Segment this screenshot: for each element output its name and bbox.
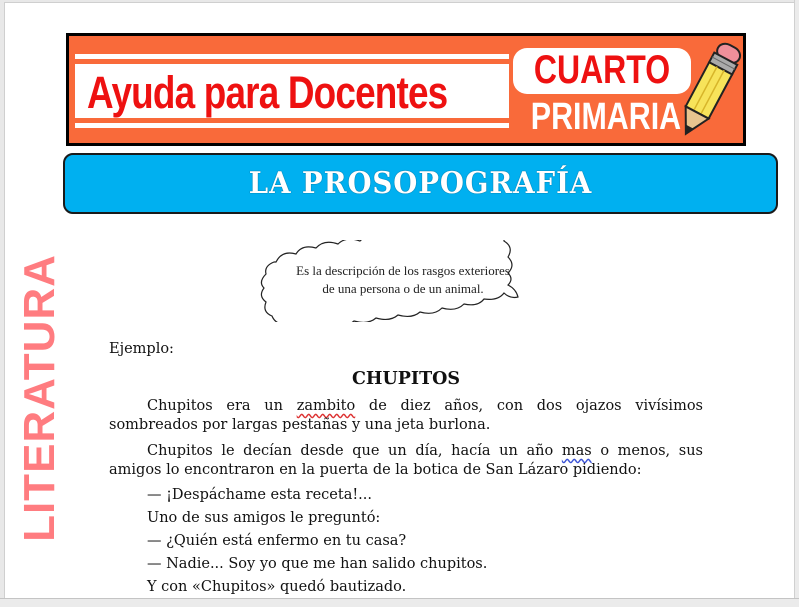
grammar-flagged-word[interactable]: mas — [561, 443, 592, 459]
dialog-line: Y con «Chupitos» quedó bautizado. — [147, 579, 407, 595]
definition-callout — [268, 262, 538, 298]
topic-title: LA PROSOPOGRAFÍA — [248, 166, 593, 201]
subject-side-label — [15, 237, 64, 559]
example-label: Ejemplo: — [109, 341, 174, 357]
dialog-line: Uno de sus amigos le preguntó: — [147, 510, 381, 526]
story-title: CHUPITOS — [352, 369, 460, 389]
grade-school: PRIMARIA — [530, 96, 682, 138]
scrollbar-track[interactable] — [794, 0, 799, 606]
text-run: o menos, sus amigos lo encontraron en la puerta de la botica de San Lázaro pidiendo: — [109, 443, 703, 478]
header-banner — [66, 33, 746, 146]
story-paragraph-1 — [109, 397, 703, 435]
story-paragraph-2 — [109, 442, 703, 480]
spellcheck-flagged-word[interactable]: zambito — [296, 398, 356, 414]
text-run: Chupitos era un — [147, 398, 297, 414]
text-run: de diez años, con dos ojazos vivísimos sombreados por largas pestañas y una jeta burlona. — [109, 398, 703, 433]
text-run: Chupitos le decían desde que un día, hacía un año — [147, 443, 562, 459]
topic-title-bar — [63, 153, 778, 214]
dialog-line: — ¡Despáchame esta receta!... — [147, 487, 372, 503]
banner-title: Ayuda para Docentes — [87, 67, 448, 118]
pencil-icon — [673, 38, 743, 142]
grade-level: CUARTO — [533, 48, 671, 92]
definition-line-2: de una persona o de un animal. — [322, 281, 484, 296]
subject-label-text: LITERATURA — [15, 254, 64, 542]
definition-line-1: Es la descripción de los rasgos exteriores — [296, 263, 510, 278]
dialog-line: — Nadie... Soy yo que me han salido chupitos. — [147, 556, 488, 572]
dialog-line: — ¿Quién está enfermo en tu casa? — [147, 533, 407, 549]
